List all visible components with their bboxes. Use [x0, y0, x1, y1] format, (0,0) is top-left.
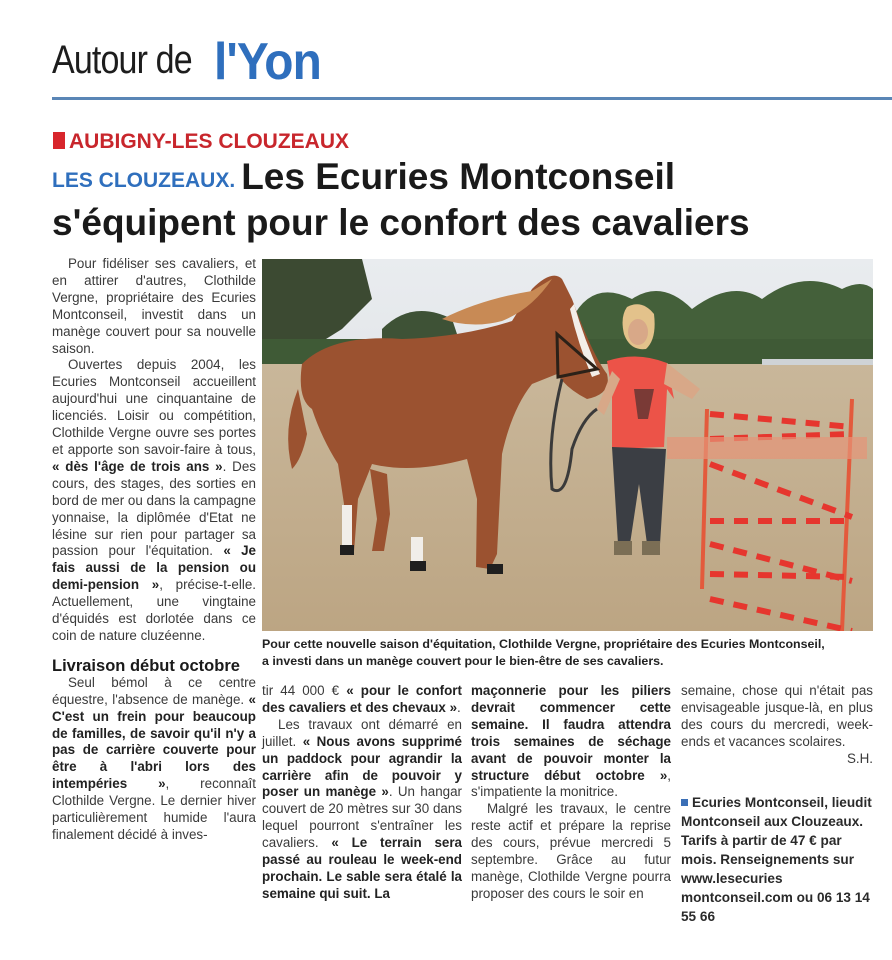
- kicker-text: AUBIGNY-LES CLOUZEAUX: [69, 130, 350, 153]
- column-4: [681, 683, 873, 926]
- kicker-square-icon: [53, 132, 65, 149]
- caption-line-1: Pour cette nouvelle saison d'équitation, Clothilde Vergne, propriétaire des Ecuries Montconseil,: [262, 637, 825, 651]
- paragraph: maçonnerie pour les piliers devrait commencer cette semaine. Il faudra attendra trois semaines de séchage avant de pouvoir monter la structure début octobre », s'impatiente la monitrice.: [471, 683, 671, 800]
- column-2: [262, 683, 462, 903]
- paragraph: Malgré les travaux, le centre reste actif et prépare la reprise des cours, prévue mercredi 5 septembre. Grâce au futur manège, Clothilde Vergne pourra proposer des cours le soir en: [471, 801, 671, 901]
- paragraph: tir 44 000 € « pour le confort des cavaliers et des chevaux ».: [262, 683, 462, 715]
- info-bullet-icon: [681, 799, 688, 806]
- photo-caption: [262, 636, 882, 670]
- header-rule: [52, 97, 892, 100]
- paragraph: Ouvertes depuis 2004, les Ecuries Montconseil accueillent aujourd'hui une cinquantaine de licenciés. Loisir ou compétition, Clothilde Vergne ouvre ses portes et apporte son savoir-faire à tous, « dès l'âge de trois ans ». Des cours, des stages, des sorties en bord de mer ou dans la campagne yonnaise, la diplômée d'Etat ne lésine sur rien pour partager sa passion pour l'équitation. « Je fais aussi de la pension ou demi-pension », précise-t-elle. Actuellement, une vingtaine d'équidés est dorlotée dans ce coin de nature cluzéenne.: [52, 357, 256, 643]
- headline: [52, 156, 892, 244]
- column-1: [52, 256, 256, 844]
- info-box: [681, 793, 873, 926]
- headline-line-1: Les Ecuries Montconseil: [241, 156, 676, 197]
- headline-location: LES CLOUZEAUX.: [52, 169, 236, 192]
- rubric-prefix: Autour de: [52, 38, 192, 82]
- caption-line-2: a investi dans un manège couvert pour le bien-être de ses cavaliers.: [262, 654, 664, 668]
- paragraph: Pour fidéliser ses cavaliers, et en attirer d'autres, Clothilde Vergne, propriétaire des Ecuries Montconseil, investit dans un manège couvert pour sa nouvelle saison.: [52, 256, 256, 356]
- info-text: Ecuries Montconseil, lieudit Montconseil aux Clouzeaux. Tarifs à partir de 47 € par mois. Renseignements sur www.lesecuries montconseil.com ou 06 13 14 55 66: [681, 794, 872, 924]
- headline-line-2: s'équipent pour le confort des cavaliers: [52, 202, 750, 243]
- paragraph: semaine, chose qui n'était pas envisageable jusque-là, en plus des cours du mercredi, week-ends et vacances scolaires.: [681, 683, 873, 749]
- subheading: Livraison début octobre: [52, 656, 240, 675]
- author-signature: S.H.: [846, 750, 873, 766]
- section-rubric: [52, 33, 321, 91]
- column-3: [471, 683, 671, 903]
- article-photo: [262, 259, 873, 631]
- paragraph: Seul bémol à ce centre équestre, l'absence de manège. « C'est un frein pour beaucoup de familles, de savoir qu'il n'y a pas de carrière couverte pour être à l'abri lors des intempéries », reconnaît Clothilde Vergne. Le dernier hiver particulièrement humide l'aura finalement décidé à inves-: [52, 674, 256, 842]
- kicker: [53, 130, 349, 154]
- rubric-name: l'Yon: [214, 33, 321, 91]
- paragraph: Les travaux ont démarré en juillet. « Nous avons supprimé un paddock pour agrandir la carrière afin de pouvoir y poser un manège ». Un hangar couvert de 20 mètres sur 30 dans lequel pourront s'entraîner les cavaliers. « Le terrain sera passé au rouleau le week-end prochain. Le sable sera étalé la semaine qui suit. La: [262, 716, 462, 901]
